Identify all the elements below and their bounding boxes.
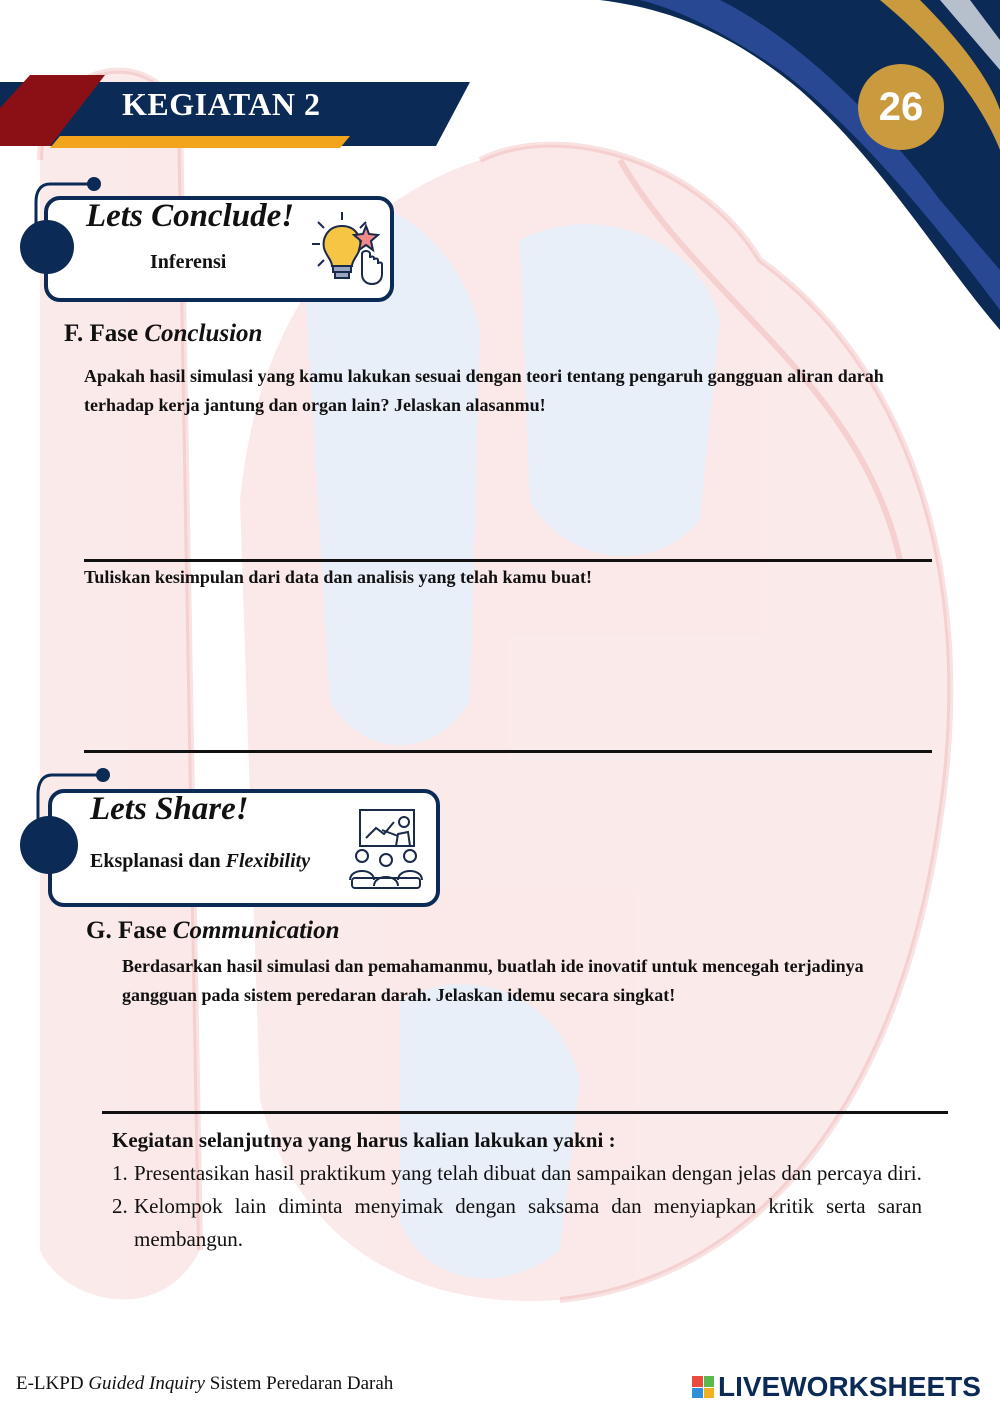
phase-f-answer-line-2[interactable]: [84, 750, 932, 753]
list-item: [112, 1190, 922, 1256]
share-subtitle-italic: Flexibility: [225, 850, 311, 872]
activity-title: KEGIATAN 2: [122, 86, 321, 122]
share-section-connector-dot: [96, 768, 110, 782]
list-item-text: Presentasikan hasil praktikum yang telah dibuat dan sampaikan dengan jelas dan percaya diri.: [134, 1161, 922, 1185]
share-subtitle-plain: Eksplanasi dan: [90, 850, 221, 872]
lightbulb-star-hand-icon: [312, 210, 386, 286]
conclude-section-title: Lets Conclude!: [86, 198, 295, 234]
next-activity-list: [112, 1157, 922, 1256]
share-section-dot: [20, 816, 78, 874]
share-section-title: Lets Share!: [90, 791, 249, 827]
phase-f-answer-line-1[interactable]: [84, 559, 932, 562]
list-item: [112, 1157, 922, 1190]
share-section-subtitle: [90, 850, 310, 873]
phase-g-heading: [86, 917, 340, 945]
conclude-section-dot: [20, 220, 74, 274]
phase-g-answer-line[interactable]: [102, 1111, 948, 1114]
phase-g-question: Berdasarkan hasil simulasi dan pemahamanmu, buatlah ide inovatif untuk mencegah terjadinya gangguan pada sistem peredaran darah. Jelaskan idemu secara singkat!: [122, 956, 864, 1005]
conclude-section-subtitle: Inferensi: [150, 251, 227, 273]
footer-document-title: [16, 1373, 393, 1395]
phase-g-label-italic: Communication: [172, 917, 340, 944]
presentation-group-icon: [346, 808, 426, 890]
footer-text-2: Sistem Peredaran Darah: [209, 1373, 394, 1394]
liveworksheets-brand-text: LIVEWORKSHEETS: [718, 1371, 981, 1402]
liveworksheets-logo-icon: [692, 1376, 714, 1398]
phase-f-question-2: Tuliskan kesimpulan dari data dan analisis yang telah kamu buat!: [84, 567, 593, 587]
phase-g-label: G. Fase: [86, 917, 167, 944]
conclude-section-connector-dot: [87, 177, 101, 191]
phase-f-label: F. Fase: [64, 320, 139, 347]
list-item-number: 2.: [112, 1194, 128, 1218]
phase-f-heading: [64, 320, 262, 348]
phase-f-label-italic: Conclusion: [144, 320, 263, 347]
liveworksheets-brand[interactable]: [692, 1371, 981, 1403]
footer-text-italic: Guided Inquiry: [88, 1373, 205, 1394]
page-number-badge: 26: [858, 64, 944, 150]
footer-text-1: E-LKPD: [16, 1373, 84, 1394]
list-item-text: Kelompok lain diminta menyimak dengan saksama dan menyiapkan kritik serta saran membangun.: [134, 1194, 922, 1251]
phase-f-question-1: Apakah hasil simulasi yang kamu lakukan sesuai dengan teori tentang pengaruh gangguan aliran darah terhadap kerja jantung dan organ lain? Jelaskan alasanmu!: [84, 366, 884, 415]
list-item-number: 1.: [112, 1161, 128, 1185]
next-activity-title: Kegiatan selanjutnya yang harus kalian lakukan yakni :: [112, 1128, 616, 1152]
